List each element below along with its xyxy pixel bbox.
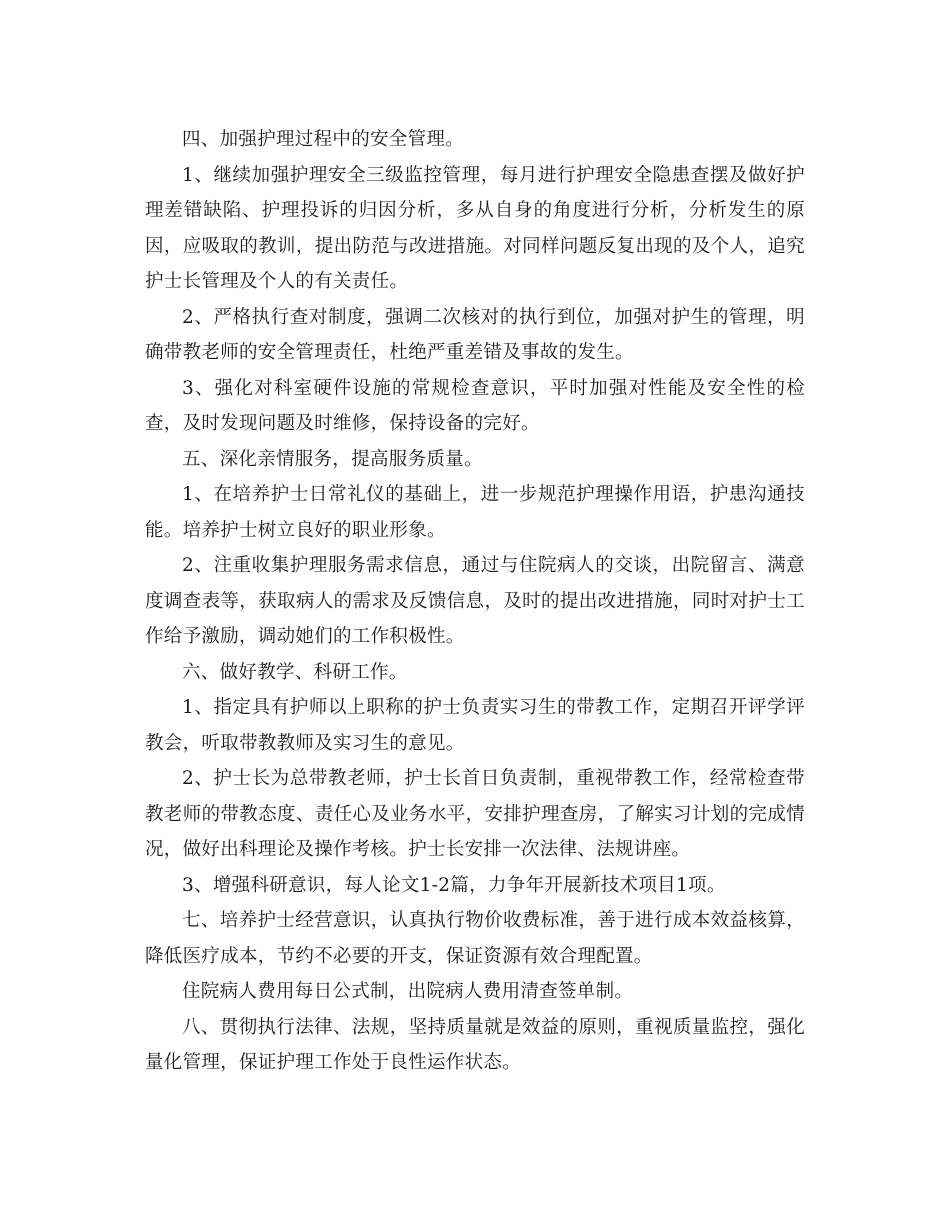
paragraph-6-3: 3、增强科研意识，每人论文1-2篇，力争年开展新技术项目1项。 (182, 874, 726, 896)
paragraph-7-note: 住院病人费用每日公式制，出院病人费用清查签单制。 (182, 981, 634, 1002)
paragraph-4-2: 2、严格执行查对制度，强调二次核对的执行到位，加强对护生的管理，明确带教老师的安全管理责任，杜绝严重差错及事故的发生。 (145, 306, 805, 363)
paragraph-4-1: 1、继续加强护理安全三级监控管理，每月进行护理安全隐患查摆及做好护理差错缺陷、护理投诉的归因分析，多从自身的角度进行分析，分析发生的原因，应吸取的教训，提出防范与改进措施。对同样问题反复出现的及个人，追究护士长管理及个人的有关责任。 (145, 164, 805, 292)
paragraph-4-3: 3、强化对科室硬件设施的常规检查意识，平时加强对性能及安全性的检查，及时发现问题及时维修，保持设备的完好。 (145, 377, 805, 434)
section-heading-8: 八、贯彻执行法律、法规，坚持质量就是效益的原则，重视质量监控，强化量化管理，保证护理工作处于良性运作状态。 (145, 1016, 805, 1073)
paragraph-6-1: 1、指定具有护师以上职称的护士负责实习生的带教工作，定期召开评学评教会，听取带教教师及实习生的意见。 (145, 697, 805, 754)
section-heading-7: 七、培养护士经营意识，认真执行物价收费标准，善于进行成本效益核算，降低医疗成本，节约不必要的开支，保证资源有效合理配置。 (145, 910, 805, 967)
paragraph-5-1: 1、在培养护士日常礼仪的基础上，进一步规范护理操作用语，护患沟通技能。培养护士树立良好的职业形象。 (145, 484, 805, 541)
paragraph-6-2: 2、护士长为总带教老师，护士长首日负责制，重视带教工作，经常检查带教老师的带教态度、责任心及业务水平，安排护理查房，了解实习计划的完成情况，做好出科理论及操作考核。护士长安排一次法律、法规讲座。 (145, 768, 805, 860)
section-heading-6: 六、做好教学、科研工作。 (182, 661, 408, 683)
section-heading-5: 五、深化亲情服务，提高服务质量。 (182, 448, 483, 470)
paragraph-5-2: 2、注重收集护理服务需求信息，通过与住院病人的交谈，出院留言、满意度调查表等，获取病人的需求及反馈信息，及时的提出改进措施，同时对护士工作给予激励，调动她们的工作积极性。 (145, 555, 805, 647)
document-body (145, 122, 805, 1081)
section-heading-4: 四、加强护理过程中的安全管理。 (182, 129, 465, 150)
